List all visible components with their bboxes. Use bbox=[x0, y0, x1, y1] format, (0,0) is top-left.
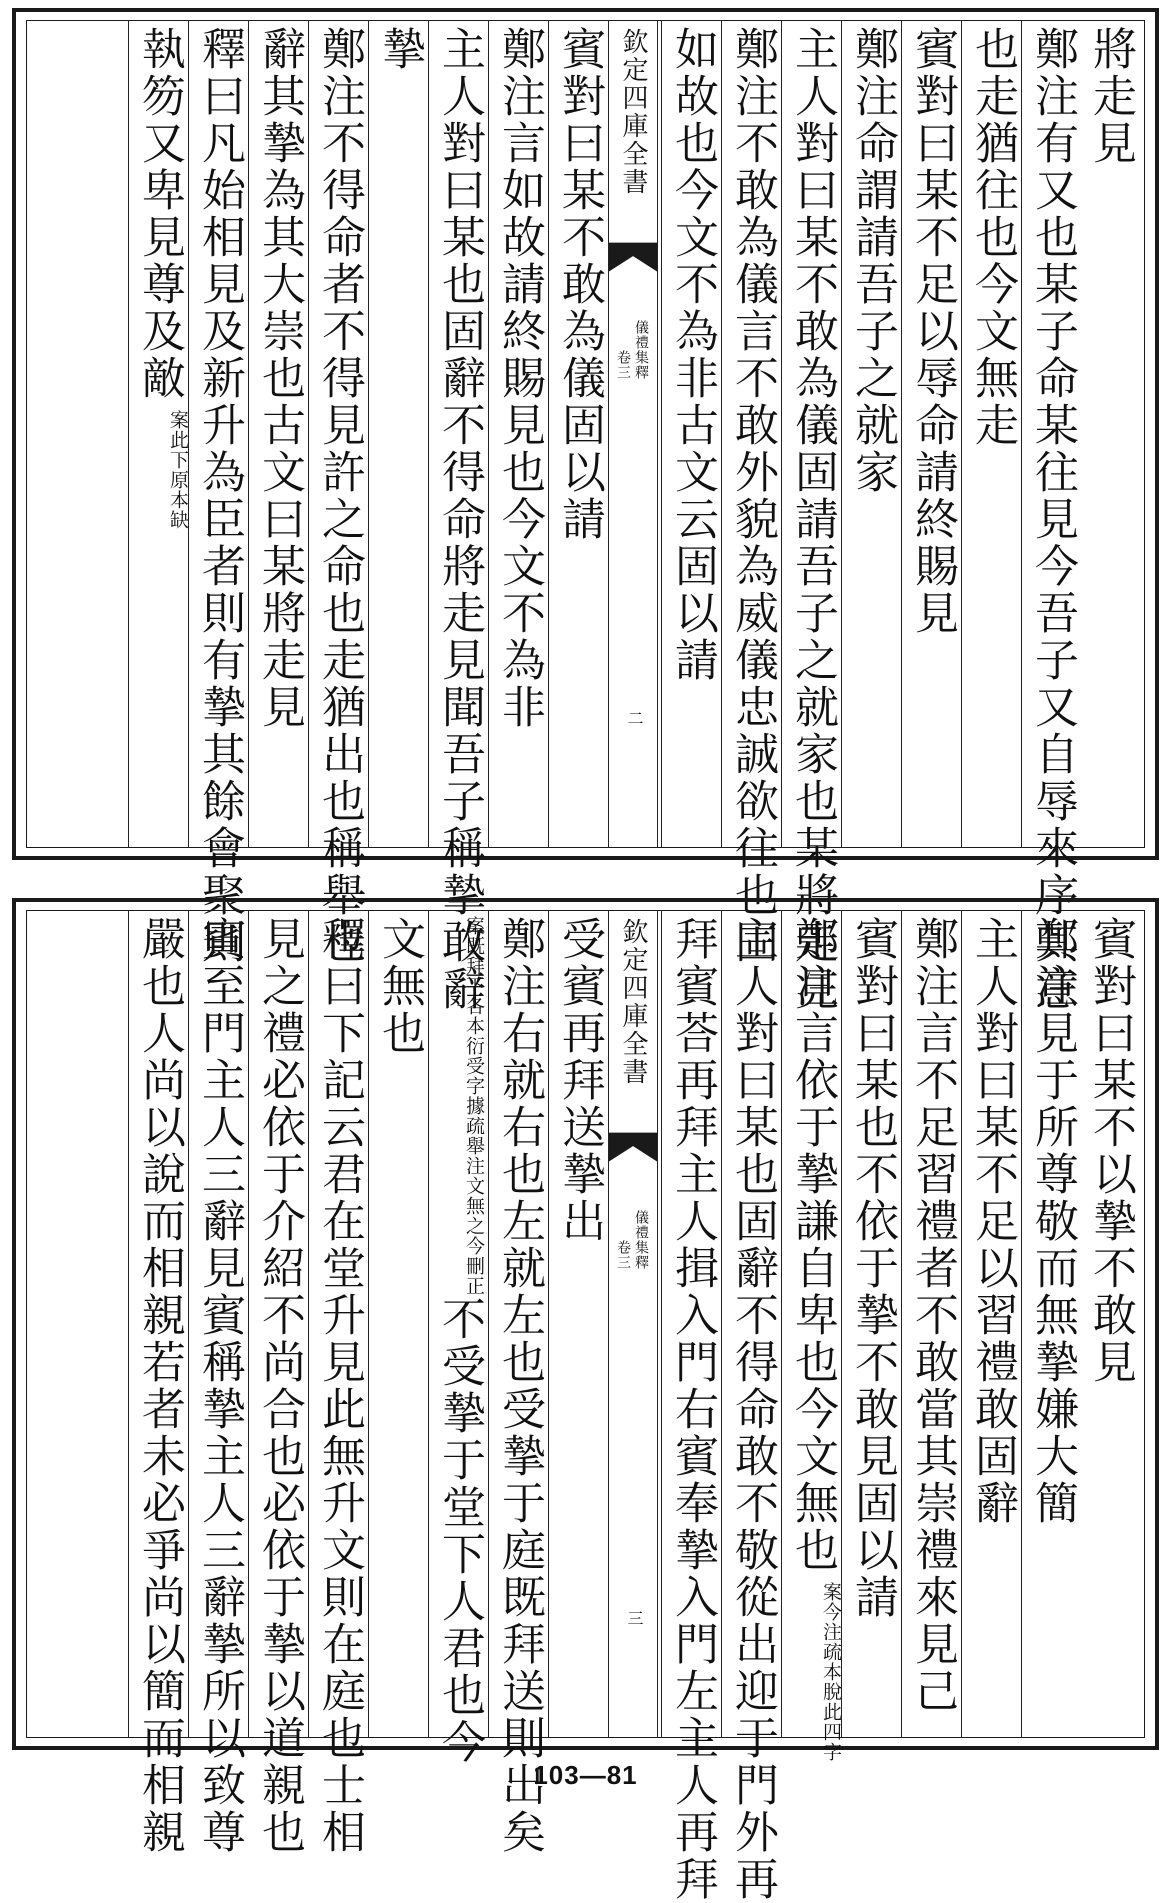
text-column: 案既拜下各本衍受字據疏舉注文無之今刪正 不受摯于堂下人君也今 bbox=[428, 910, 488, 1738]
text-column: 鄭注不敢為儀言不敢外貌為威儀忠誠欲往也固 bbox=[721, 20, 781, 848]
text-column: 受賓再拜送摯出 bbox=[548, 910, 608, 1738]
text-column: 將走見 bbox=[1085, 26, 1136, 167]
text-column: 也走猶往也今文無走 bbox=[961, 20, 1021, 848]
center-title: 欽定四庫全書 bbox=[618, 918, 648, 1086]
juan-number: 卷三 bbox=[615, 350, 631, 380]
text-column: 如故也今文不為非古文云固以請 bbox=[661, 20, 721, 848]
text-column: 賓對曰某也不依于摯不敢見固以請 bbox=[841, 910, 901, 1738]
text-column: 鄭注右就右也左就左也受摯于庭既拜送則出矣 bbox=[488, 910, 548, 1738]
text-column: 見之禮必依于介紹不尚合也必依于摯以道親也 bbox=[248, 910, 308, 1738]
text-column: 嚴也人尚以說而相親若者未必爭尚以簡而相親 bbox=[128, 910, 188, 1738]
text-column: 釋曰下記云君在堂升見此無升文則在庭也士相 bbox=[308, 910, 368, 1738]
text-column: 賓至門主人三辭見賓稱摯主人三辭摯所以致尊 bbox=[188, 910, 248, 1738]
leaf-number: 三 bbox=[625, 1610, 644, 1626]
text-column: 賓對曰某不以摯不敢見 bbox=[1085, 916, 1136, 1386]
page-number: 103—81 bbox=[533, 1760, 638, 1790]
text-column: 賓對曰某不敢為儀固以請 bbox=[548, 20, 608, 848]
center-margin bbox=[608, 910, 658, 1738]
annotation-note: 案今注疏本脫此四字 bbox=[820, 1582, 842, 1762]
leaf-number: 二 bbox=[625, 710, 644, 726]
text-column: 拜賓荅再拜主人揖入門右賓奉摯入門左主人再拜 bbox=[661, 910, 721, 1738]
fish-tail-mark bbox=[609, 1132, 657, 1166]
book-title: 儀禮集釋 bbox=[633, 320, 649, 380]
text-column: 文無也 bbox=[368, 910, 428, 1738]
fish-tail-mark bbox=[609, 242, 657, 276]
book-title: 儀禮集釋 bbox=[633, 1210, 649, 1270]
text-column: 鄭注言依于摯謙自卑也今文無也 案今注疏本脫此四字 bbox=[781, 910, 841, 1738]
text-column: 執笏又卑見尊及敵 案此下原本缺 bbox=[128, 20, 188, 848]
text-column: 辭其摯為其大崇也古文曰某將走見 bbox=[248, 20, 308, 848]
center-margin bbox=[608, 20, 658, 848]
text-column: 鄭注見于所尊敬而無摯嫌大簡 bbox=[1021, 910, 1081, 1738]
annotation-note: 案此下原本缺 bbox=[167, 410, 189, 530]
text-column: 賓對曰某不足以辱命請終賜見 bbox=[901, 20, 961, 848]
text-column: 主人對曰某也固辭不得命敢不敬從出迎于門外再 bbox=[721, 910, 781, 1738]
center-title: 欽定四庫全書 bbox=[618, 28, 648, 196]
text-column: 鄭注有又也某子命某往見今吾子又自辱來序其意 bbox=[1021, 20, 1081, 848]
text-column: 主人對曰某不敢為儀固請吾子之就家也某將走見 bbox=[781, 20, 841, 848]
text-column: 釋曰凡始相見及新升為臣者則有摯其餘會聚則 bbox=[188, 20, 248, 848]
text-column: 鄭注命謂請吾子之就家 bbox=[841, 20, 901, 848]
text-column: 摯 bbox=[368, 20, 428, 848]
text-column: 鄭注言如故請終賜見也今文不為非 bbox=[488, 20, 548, 848]
text-column: 鄭注不得命者不得見許之命也走猶出也稱舉也 bbox=[308, 20, 368, 848]
juan-number: 卷三 bbox=[615, 1240, 631, 1270]
text-column: 主人對曰某也固辭不得命將走見聞吾子稱摯敢辭 bbox=[428, 20, 488, 848]
text-column: 主人對曰某不足以習禮敢固辭 bbox=[961, 910, 1021, 1738]
annotation-note: 案既拜下各本衍受字據疏舉注文無之今刪正 bbox=[463, 916, 485, 1296]
text-column: 鄭注言不足習禮者不敢當其崇禮來見己 bbox=[901, 910, 961, 1738]
